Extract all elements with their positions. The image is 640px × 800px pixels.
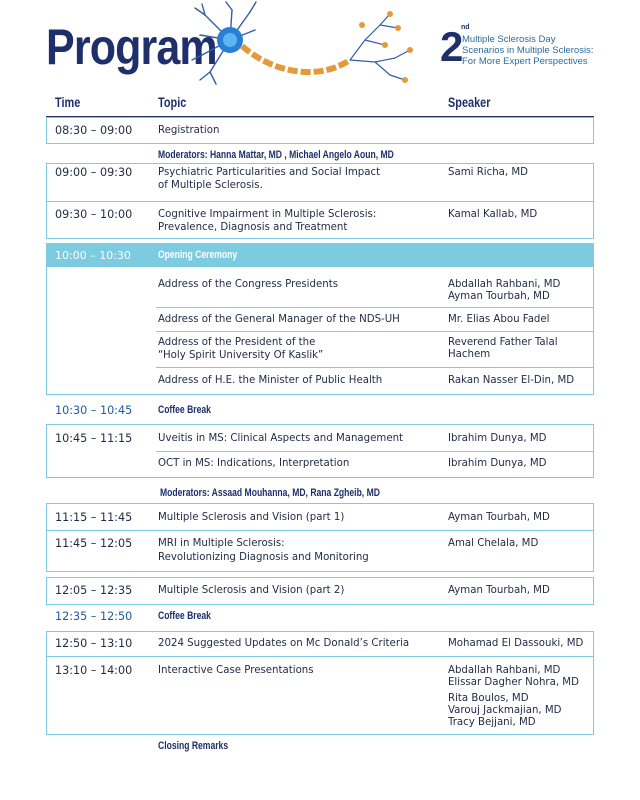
row-divider — [46, 201, 594, 202]
session-time: 13:10 – 14:00 — [55, 664, 133, 677]
session-title: Opening Ceremony — [158, 249, 238, 261]
ceremony-topic: Address of the General Manager of the NDS-UH — [158, 314, 400, 325]
session-topic: Registration — [158, 125, 220, 136]
session-topic: Prevalence, Diagnosis and Treatment — [158, 222, 348, 233]
moderators-2: Moderators: Assaad Mouhanna, MD, Rana Zgheib, MD — [160, 487, 380, 499]
ceremony-topic: Address of H.E. the Minister of Public Health — [158, 375, 383, 386]
session-time: 08:30 – 09:00 — [55, 124, 133, 137]
session-speaker: Amal Chelala, MD — [448, 538, 539, 549]
row-divider — [46, 656, 594, 657]
session-speaker: Abdallah Rahbani, MD — [448, 665, 561, 676]
ceremony-speaker: Rakan Nasser El-Din, MD — [448, 375, 575, 386]
column-header-time: Time — [55, 94, 81, 110]
event-line: For More Expert Perspectives — [462, 56, 588, 67]
ceremony-topic: “Holy Spirit University Of Kaslik” — [158, 350, 324, 361]
session-speaker: Sami Richa, MD — [448, 167, 529, 178]
ceremony-speaker: Ayman Tourbah, MD — [448, 291, 550, 302]
ceremony-topic: Address of the President of the — [158, 337, 316, 348]
session-time: 10:45 – 11:15 — [55, 432, 133, 445]
session-time: 09:00 – 09:30 — [55, 166, 133, 179]
session-topic: 2024 Suggested Updates on Mc Donald’s Criteria — [158, 638, 410, 649]
opening-ceremony-band — [46, 243, 594, 267]
closing-remarks: Closing Remarks — [158, 740, 229, 752]
session-topic: OCT in MS: Indications, Interpretation — [158, 458, 350, 469]
ceremony-speaker: Mr. Elias Abou Fadel — [448, 314, 550, 325]
session-speaker: Elissar Dagher Nohra, MD — [448, 677, 579, 688]
break-time: 12:35 – 12:50 — [55, 610, 133, 623]
column-header-speaker: Speaker — [448, 94, 491, 110]
event-line: Scenarios in Multiple Sclerosis: — [462, 45, 594, 56]
row-divider — [156, 331, 594, 332]
neuron-illustration — [190, 0, 440, 95]
session-speaker: Varouj Jackmajian, MD — [448, 705, 562, 716]
session-time: 12:05 – 12:35 — [55, 584, 133, 597]
session-speaker: Ibrahim Dunya, MD — [448, 458, 547, 469]
row-divider — [156, 367, 594, 368]
ceremony-topic: Address of the Congress Presidents — [158, 279, 339, 290]
row-divider — [156, 307, 594, 308]
session-speaker: Mohamad El Dassouki, MD — [448, 638, 584, 649]
session-topic: Psychiatric Particularities and Social Impact — [158, 167, 381, 178]
session-topic: Uveitis in MS: Clinical Aspects and Management — [158, 433, 404, 444]
ceremony-speaker: Reverend Father Talal — [448, 337, 558, 348]
session-time: 11:15 – 11:45 — [55, 511, 133, 524]
row-divider — [46, 530, 594, 531]
session-speaker: Ayman Tourbah, MD — [448, 512, 550, 523]
moderators-1: Moderators: Hanna Mattar, MD , Michael Angelo Aoun, MD — [158, 149, 394, 161]
session-speaker: Ibrahim Dunya, MD — [448, 433, 547, 444]
session-time: 11:45 – 12:05 — [55, 537, 133, 550]
session-speaker: Kamal Kallab, MD — [448, 209, 538, 220]
break-title: Coffee Break — [158, 610, 211, 622]
session-time: 12:50 – 13:10 — [55, 637, 133, 650]
session-topic: Interactive Case Presentations — [158, 665, 314, 676]
session-speaker: Rita Boulos, MD — [448, 693, 529, 704]
session-speaker: Ayman Tourbah, MD — [448, 585, 550, 596]
session-time: 10:00 – 10:30 — [55, 249, 131, 262]
session-speaker: Tracy Bejjani, MD — [448, 717, 536, 728]
event-lines — [462, 34, 593, 67]
event-superscript: nd — [461, 24, 470, 31]
event-badge — [440, 23, 610, 76]
row-divider — [156, 451, 594, 452]
session-topic: Cognitive Impairment in Multiple Sclerosis: — [158, 209, 377, 220]
session-topic: Multiple Sclerosis and Vision (part 2) — [158, 585, 345, 596]
event-number: 2 — [440, 23, 464, 70]
event-line: Multiple Sclerosis Day — [462, 34, 556, 45]
session-topic: Revolutionizing Diagnosis and Monitoring — [158, 552, 369, 563]
ceremony-speaker: Abdallah Rahbani, MD — [448, 279, 561, 290]
column-header-topic: Topic — [158, 94, 187, 110]
break-time: 10:30 – 10:45 — [55, 404, 133, 417]
ceremony-speaker: Hachem — [448, 349, 491, 360]
session-topic: Multiple Sclerosis and Vision (part 1) — [158, 512, 345, 523]
session-topic: MRI in Multiple Sclerosis: — [158, 538, 285, 549]
break-title: Coffee Break — [158, 404, 211, 416]
page-title: Program — [46, 19, 217, 75]
session-topic: of Multiple Sclerosis. — [158, 180, 263, 191]
session-time: 09:30 – 10:00 — [55, 208, 133, 221]
